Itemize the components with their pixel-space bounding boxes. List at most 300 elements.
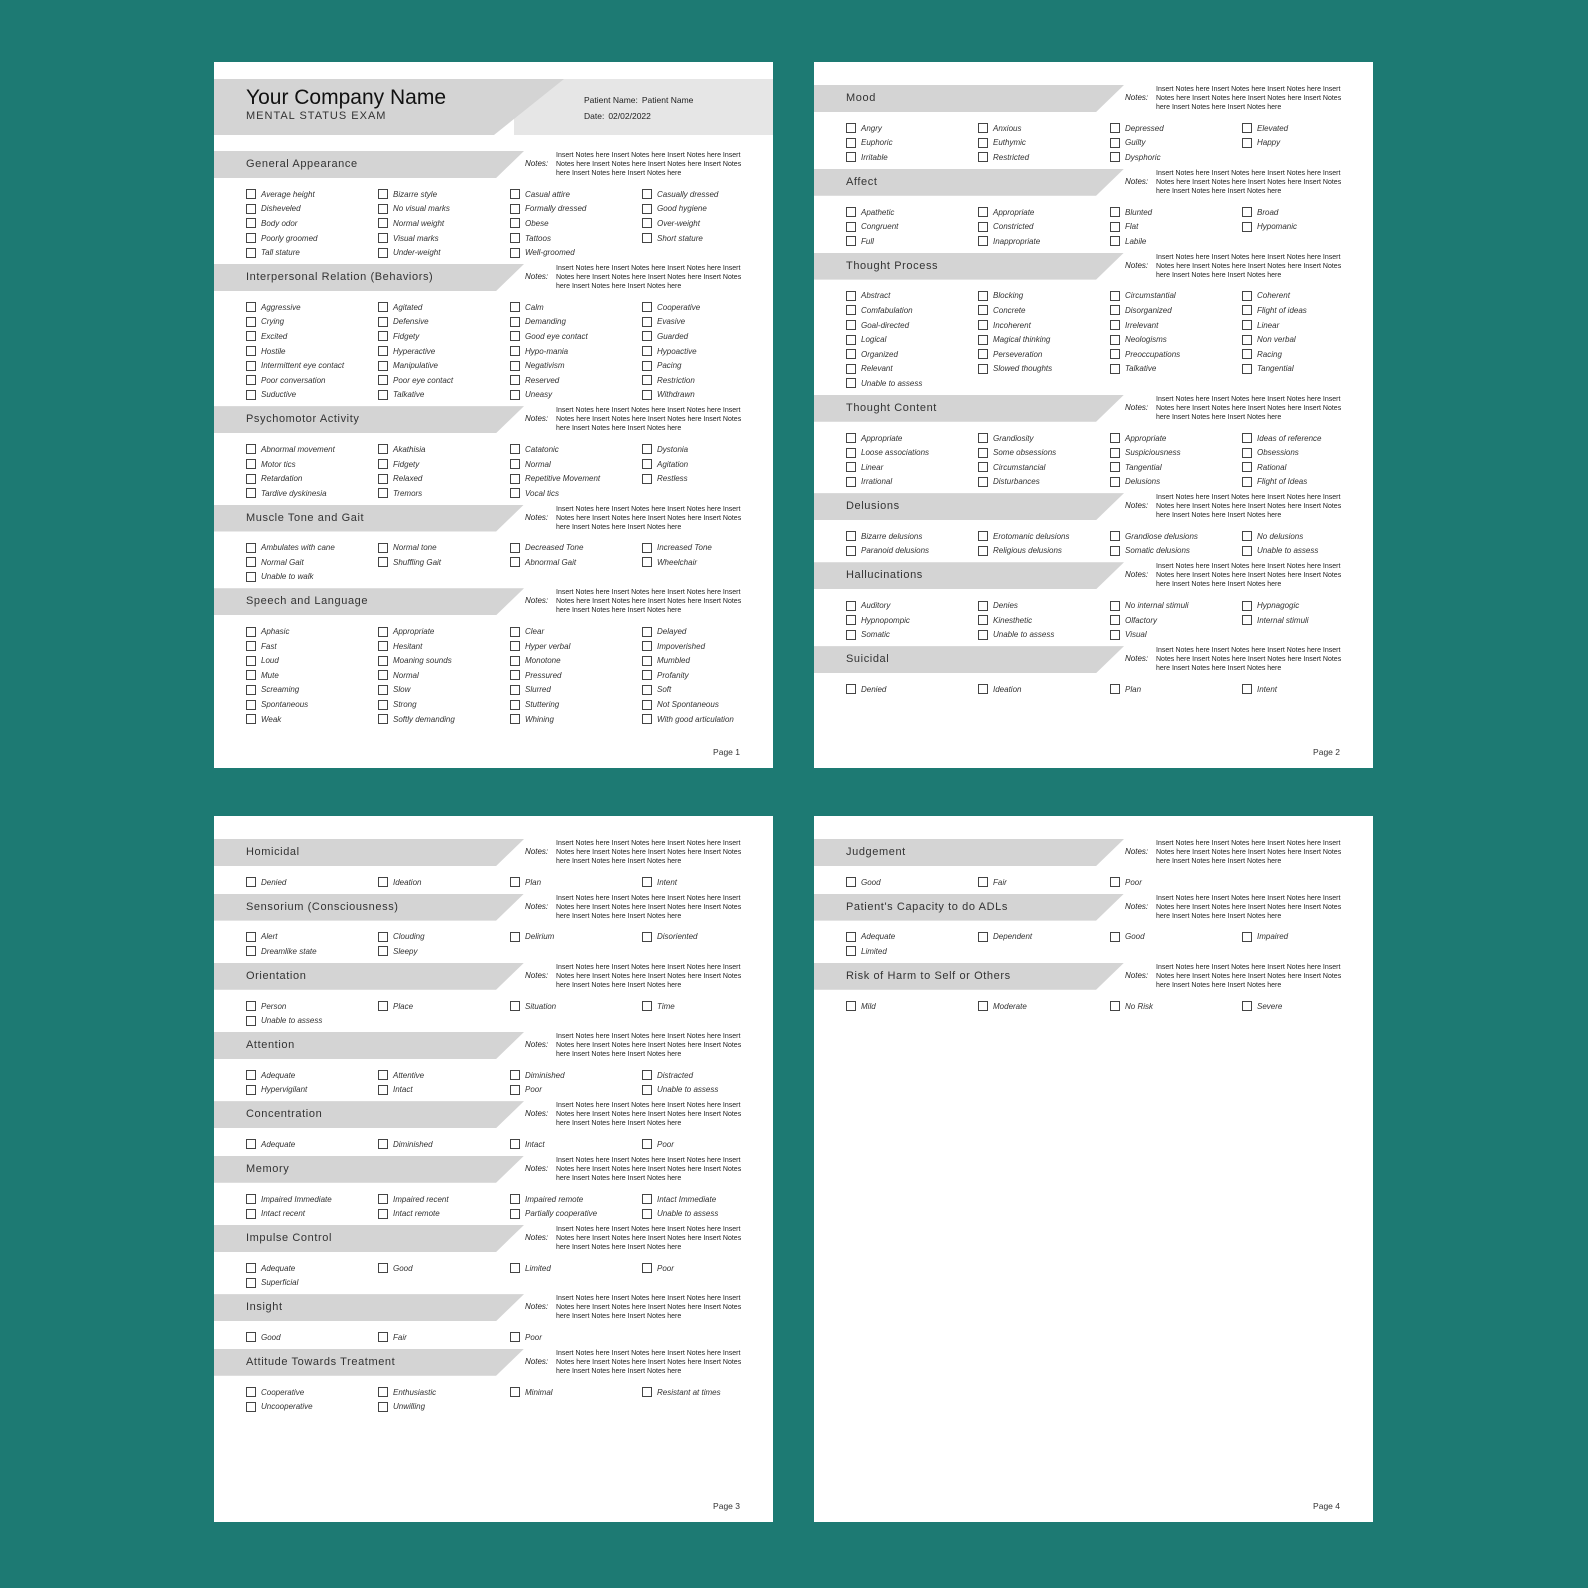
checkbox[interactable]	[1110, 305, 1120, 315]
checkbox-option[interactable]	[1242, 475, 1367, 490]
checkbox[interactable]	[1242, 305, 1252, 315]
checkbox-option[interactable]	[1242, 445, 1367, 460]
checkbox-option[interactable]	[246, 697, 378, 712]
checkbox-option[interactable]	[642, 388, 767, 403]
checkbox-option[interactable]	[1110, 347, 1242, 362]
checkbox[interactable]	[1110, 291, 1120, 301]
checkbox-option[interactable]	[246, 315, 378, 330]
checkbox[interactable]	[378, 1085, 388, 1095]
checkbox-option[interactable]	[510, 1083, 642, 1098]
checkbox-option[interactable]	[378, 231, 510, 246]
checkbox[interactable]	[1110, 320, 1120, 330]
checkbox[interactable]	[378, 390, 388, 400]
checkbox[interactable]	[510, 627, 520, 637]
checkbox-option[interactable]	[1110, 613, 1242, 628]
checkbox[interactable]	[510, 641, 520, 651]
checkbox[interactable]	[378, 459, 388, 469]
checkbox[interactable]	[642, 218, 652, 228]
notes-field[interactable]: Insert Notes here Insert Notes here Insert Notes here Insert Notes here Insert Notes here Insert Notes here Insert Notes here Insert Notes here Insert Notes here	[556, 1156, 742, 1182]
checkbox[interactable]	[1242, 932, 1252, 942]
checkbox[interactable]	[846, 433, 856, 443]
checkbox[interactable]	[378, 1001, 388, 1011]
checkbox[interactable]	[1242, 684, 1252, 694]
checkbox-option[interactable]	[510, 457, 642, 472]
checkbox-option[interactable]	[978, 930, 1110, 945]
checkbox-option[interactable]	[378, 202, 510, 217]
checkbox[interactable]	[510, 714, 520, 724]
checkbox-option[interactable]	[642, 668, 767, 683]
checkbox-option[interactable]	[1242, 460, 1367, 475]
checkbox[interactable]	[378, 474, 388, 484]
checkbox[interactable]	[246, 1016, 256, 1026]
checkbox-option[interactable]	[510, 388, 642, 403]
checkbox[interactable]	[378, 670, 388, 680]
checkbox[interactable]	[846, 349, 856, 359]
checkbox-option[interactable]	[642, 1137, 767, 1152]
checkbox-option[interactable]	[378, 300, 510, 315]
checkbox-option[interactable]	[978, 475, 1110, 490]
checkbox-option[interactable]	[378, 315, 510, 330]
checkbox[interactable]	[642, 685, 652, 695]
checkbox[interactable]	[246, 189, 256, 199]
checkbox-option[interactable]	[642, 1068, 767, 1083]
checkbox[interactable]	[846, 615, 856, 625]
checkbox-option[interactable]	[642, 1385, 767, 1400]
checkbox[interactable]	[642, 932, 652, 942]
checkbox-option[interactable]	[1242, 219, 1367, 234]
checkbox[interactable]	[1110, 236, 1120, 246]
checkbox[interactable]	[378, 1387, 388, 1397]
checkbox[interactable]	[846, 207, 856, 217]
checkbox-option[interactable]	[846, 136, 978, 151]
checkbox[interactable]	[246, 1139, 256, 1149]
checkbox[interactable]	[378, 557, 388, 567]
checkbox[interactable]	[1242, 462, 1252, 472]
checkbox[interactable]	[378, 1402, 388, 1412]
checkbox-option[interactable]	[1110, 999, 1242, 1014]
checkbox-option[interactable]	[978, 431, 1110, 446]
checkbox[interactable]	[846, 601, 856, 611]
checkbox-option[interactable]	[510, 1192, 642, 1207]
checkbox-option[interactable]	[642, 1192, 767, 1207]
checkbox[interactable]	[510, 346, 520, 356]
checkbox[interactable]	[978, 349, 988, 359]
checkbox[interactable]	[378, 204, 388, 214]
checkbox-option[interactable]	[642, 930, 767, 945]
checkbox[interactable]	[1110, 123, 1120, 133]
checkbox-option[interactable]	[510, 486, 642, 501]
checkbox[interactable]	[378, 218, 388, 228]
checkbox-option[interactable]	[510, 358, 642, 373]
checkbox[interactable]	[246, 877, 256, 887]
checkbox[interactable]	[978, 684, 988, 694]
checkbox-option[interactable]	[642, 653, 767, 668]
checkbox[interactable]	[246, 233, 256, 243]
checkbox-option[interactable]	[642, 187, 767, 202]
checkbox-option[interactable]	[978, 318, 1110, 333]
checkbox[interactable]	[246, 700, 256, 710]
checkbox[interactable]	[978, 877, 988, 887]
checkbox-option[interactable]	[1110, 475, 1242, 490]
checkbox-option[interactable]	[846, 376, 978, 391]
checkbox[interactable]	[510, 189, 520, 199]
checkbox-option[interactable]	[846, 150, 978, 165]
checkbox[interactable]	[378, 233, 388, 243]
checkbox[interactable]	[246, 946, 256, 956]
checkbox-option[interactable]	[846, 529, 978, 544]
checkbox[interactable]	[642, 1001, 652, 1011]
checkbox[interactable]	[1110, 684, 1120, 694]
checkbox-option[interactable]	[378, 697, 510, 712]
checkbox[interactable]	[1242, 1001, 1252, 1011]
checkbox-option[interactable]	[846, 219, 978, 234]
notes-field[interactable]: Insert Notes here Insert Notes here Insert Notes here Insert Notes here Insert Notes here Insert Notes here Insert Notes here Insert Notes here Insert Notes here	[556, 1349, 742, 1375]
checkbox-option[interactable]	[642, 1206, 767, 1221]
checkbox[interactable]	[846, 320, 856, 330]
checkbox-option[interactable]	[642, 216, 767, 231]
checkbox-option[interactable]	[510, 1206, 642, 1221]
checkbox-option[interactable]	[510, 639, 642, 654]
checkbox-option[interactable]	[378, 1137, 510, 1152]
checkbox-option[interactable]	[846, 944, 978, 959]
checkbox[interactable]	[642, 331, 652, 341]
checkbox[interactable]	[246, 488, 256, 498]
checkbox[interactable]	[1110, 349, 1120, 359]
checkbox[interactable]	[246, 1332, 256, 1342]
checkbox[interactable]	[1242, 615, 1252, 625]
checkbox-option[interactable]	[246, 1261, 378, 1276]
checkbox-option[interactable]	[246, 930, 378, 945]
checkbox-option[interactable]	[246, 1068, 378, 1083]
checkbox-option[interactable]	[510, 1137, 642, 1152]
checkbox[interactable]	[510, 1332, 520, 1342]
checkbox[interactable]	[1110, 932, 1120, 942]
checkbox[interactable]	[642, 543, 652, 553]
checkbox-option[interactable]	[642, 999, 767, 1014]
notes-field[interactable]: Insert Notes here Insert Notes here Insert Notes here Insert Notes here Insert Notes here Insert Notes here Insert Notes here Insert Notes here Insert Notes here	[556, 589, 742, 615]
checkbox[interactable]	[510, 932, 520, 942]
checkbox-option[interactable]	[846, 445, 978, 460]
checkbox[interactable]	[378, 932, 388, 942]
checkbox[interactable]	[642, 1387, 652, 1397]
checkbox-option[interactable]	[978, 529, 1110, 544]
checkbox[interactable]	[510, 1194, 520, 1204]
checkbox-option[interactable]	[642, 442, 767, 457]
checkbox-option[interactable]	[1242, 682, 1367, 697]
checkbox-option[interactable]	[510, 442, 642, 457]
checkbox[interactable]	[1242, 291, 1252, 301]
checkbox-option[interactable]	[246, 216, 378, 231]
checkbox-option[interactable]	[246, 1276, 378, 1291]
checkbox-option[interactable]	[846, 682, 978, 697]
checkbox[interactable]	[978, 531, 988, 541]
checkbox[interactable]	[1242, 531, 1252, 541]
checkbox[interactable]	[1110, 364, 1120, 374]
checkbox-option[interactable]	[642, 471, 767, 486]
checkbox[interactable]	[510, 390, 520, 400]
checkbox-option[interactable]	[642, 1083, 767, 1098]
checkbox-option[interactable]	[510, 541, 642, 556]
checkbox[interactable]	[846, 932, 856, 942]
checkbox-option[interactable]	[1242, 544, 1367, 559]
checkbox[interactable]	[1242, 477, 1252, 487]
checkbox-option[interactable]	[378, 1399, 510, 1414]
checkbox-option[interactable]	[1242, 930, 1367, 945]
checkbox[interactable]	[378, 1332, 388, 1342]
notes-field[interactable]: Insert Notes here Insert Notes here Insert Notes here Insert Notes here Insert Notes here Insert Notes here Insert Notes here Insert Notes here Insert Notes here	[1156, 563, 1342, 589]
checkbox-option[interactable]	[1110, 930, 1242, 945]
notes-field[interactable]: Insert Notes here Insert Notes here Insert Notes here Insert Notes here Insert Notes here Insert Notes here Insert Notes here Insert Notes here Insert Notes here	[556, 505, 742, 531]
checkbox[interactable]	[642, 627, 652, 637]
checkbox-option[interactable]	[510, 1385, 642, 1400]
checkbox[interactable]	[246, 1209, 256, 1219]
checkbox-option[interactable]	[978, 445, 1110, 460]
checkbox-option[interactable]	[1110, 332, 1242, 347]
checkbox-option[interactable]	[1242, 205, 1367, 220]
checkbox-option[interactable]	[246, 570, 378, 585]
checkbox[interactable]	[378, 361, 388, 371]
checkbox[interactable]	[246, 459, 256, 469]
checkbox-option[interactable]	[846, 234, 978, 249]
checkbox-option[interactable]	[642, 683, 767, 698]
checkbox[interactable]	[642, 1139, 652, 1149]
checkbox[interactable]	[510, 877, 520, 887]
checkbox[interactable]	[246, 1263, 256, 1273]
checkbox[interactable]	[246, 685, 256, 695]
checkbox-option[interactable]	[978, 362, 1110, 377]
checkbox-option[interactable]	[846, 544, 978, 559]
checkbox-option[interactable]	[846, 121, 978, 136]
checkbox-option[interactable]	[1242, 598, 1367, 613]
checkbox[interactable]	[510, 248, 520, 258]
checkbox[interactable]	[978, 546, 988, 556]
checkbox-option[interactable]	[246, 1206, 378, 1221]
checkbox[interactable]	[246, 390, 256, 400]
checkbox-option[interactable]	[1110, 303, 1242, 318]
checkbox[interactable]	[1242, 601, 1252, 611]
checkbox-option[interactable]	[246, 1330, 378, 1345]
checkbox[interactable]	[642, 641, 652, 651]
checkbox[interactable]	[978, 630, 988, 640]
checkbox-option[interactable]	[1110, 875, 1242, 890]
checkbox-option[interactable]	[510, 624, 642, 639]
checkbox-option[interactable]	[510, 712, 642, 727]
checkbox[interactable]	[246, 302, 256, 312]
checkbox[interactable]	[642, 204, 652, 214]
checkbox[interactable]	[378, 346, 388, 356]
checkbox[interactable]	[978, 320, 988, 330]
checkbox-option[interactable]	[246, 1399, 378, 1414]
checkbox[interactable]	[978, 222, 988, 232]
checkbox[interactable]	[378, 700, 388, 710]
checkbox-option[interactable]	[246, 999, 378, 1014]
notes-field[interactable]: Insert Notes here Insert Notes here Insert Notes here Insert Notes here Insert Notes here Insert Notes here Insert Notes here Insert Notes here Insert Notes here	[556, 152, 742, 177]
checkbox[interactable]	[378, 685, 388, 695]
checkbox[interactable]	[642, 557, 652, 567]
checkbox-option[interactable]	[246, 668, 378, 683]
checkbox-option[interactable]	[378, 930, 510, 945]
checkbox[interactable]	[378, 248, 388, 258]
checkbox-option[interactable]	[378, 1083, 510, 1098]
checkbox[interactable]	[846, 378, 856, 388]
checkbox-option[interactable]	[978, 613, 1110, 628]
checkbox-option[interactable]	[510, 668, 642, 683]
checkbox-option[interactable]	[510, 471, 642, 486]
checkbox[interactable]	[510, 1139, 520, 1149]
checkbox[interactable]	[846, 305, 856, 315]
checkbox-option[interactable]	[978, 460, 1110, 475]
checkbox-option[interactable]	[1110, 289, 1242, 304]
checkbox[interactable]	[246, 248, 256, 258]
checkbox[interactable]	[642, 714, 652, 724]
checkbox[interactable]	[978, 364, 988, 374]
checkbox-option[interactable]	[1110, 150, 1242, 165]
checkbox[interactable]	[246, 1085, 256, 1095]
checkbox[interactable]	[1110, 207, 1120, 217]
checkbox[interactable]	[1110, 222, 1120, 232]
checkbox[interactable]	[642, 317, 652, 327]
notes-field[interactable]: Insert Notes here Insert Notes here Insert Notes here Insert Notes here Insert Notes here Insert Notes here Insert Notes here Insert Notes here Insert Notes here	[1156, 253, 1342, 279]
checkbox-option[interactable]	[1110, 234, 1242, 249]
checkbox[interactable]	[642, 1085, 652, 1095]
checkbox[interactable]	[642, 1194, 652, 1204]
checkbox-option[interactable]	[1110, 544, 1242, 559]
checkbox-option[interactable]	[1242, 136, 1367, 151]
checkbox[interactable]	[510, 218, 520, 228]
checkbox[interactable]	[846, 946, 856, 956]
checkbox[interactable]	[978, 1001, 988, 1011]
checkbox[interactable]	[378, 1070, 388, 1080]
checkbox-option[interactable]	[510, 231, 642, 246]
checkbox-option[interactable]	[246, 639, 378, 654]
checkbox-option[interactable]	[846, 289, 978, 304]
checkbox-option[interactable]	[642, 712, 767, 727]
checkbox-option[interactable]	[642, 344, 767, 359]
checkbox-option[interactable]	[846, 205, 978, 220]
checkbox[interactable]	[378, 488, 388, 498]
checkbox[interactable]	[846, 477, 856, 487]
checkbox[interactable]	[246, 346, 256, 356]
checkbox-option[interactable]	[1242, 347, 1367, 362]
checkbox-option[interactable]	[378, 541, 510, 556]
checkbox-option[interactable]	[1110, 362, 1242, 377]
checkbox-option[interactable]	[642, 231, 767, 246]
checkbox-option[interactable]	[642, 315, 767, 330]
checkbox[interactable]	[246, 1194, 256, 1204]
checkbox[interactable]	[978, 207, 988, 217]
notes-field[interactable]: Insert Notes here Insert Notes here Insert Notes here Insert Notes here Insert Notes here Insert Notes here Insert Notes here Insert Notes here Insert Notes here	[556, 1295, 742, 1321]
checkbox-option[interactable]	[642, 457, 767, 472]
patient-name-value[interactable]: Patient Name	[641, 95, 694, 105]
checkbox[interactable]	[246, 932, 256, 942]
checkbox[interactable]	[846, 236, 856, 246]
checkbox-option[interactable]	[978, 219, 1110, 234]
checkbox[interactable]	[642, 390, 652, 400]
checkbox[interactable]	[846, 335, 856, 345]
checkbox[interactable]	[246, 557, 256, 567]
checkbox[interactable]	[978, 236, 988, 246]
notes-field[interactable]: Insert Notes here Insert Notes here Insert Notes here Insert Notes here Insert Notes here Insert Notes here Insert Notes here Insert Notes here Insert Notes here	[1156, 647, 1342, 673]
checkbox-option[interactable]	[378, 442, 510, 457]
checkbox-option[interactable]	[378, 373, 510, 388]
checkbox[interactable]	[246, 670, 256, 680]
checkbox[interactable]	[1110, 601, 1120, 611]
checkbox-option[interactable]	[1242, 303, 1367, 318]
checkbox-option[interactable]	[378, 471, 510, 486]
checkbox[interactable]	[1110, 152, 1120, 162]
checkbox-option[interactable]	[510, 1261, 642, 1276]
checkbox[interactable]	[378, 302, 388, 312]
checkbox-option[interactable]	[978, 205, 1110, 220]
checkbox-option[interactable]	[246, 486, 378, 501]
checkbox-option[interactable]	[246, 653, 378, 668]
checkbox[interactable]	[246, 218, 256, 228]
checkbox[interactable]	[510, 543, 520, 553]
checkbox[interactable]	[846, 546, 856, 556]
checkbox[interactable]	[1110, 448, 1120, 458]
checkbox[interactable]	[978, 138, 988, 148]
checkbox-option[interactable]	[846, 475, 978, 490]
checkbox[interactable]	[510, 1263, 520, 1273]
checkbox-option[interactable]	[1110, 318, 1242, 333]
checkbox[interactable]	[1242, 546, 1252, 556]
checkbox-option[interactable]	[978, 999, 1110, 1014]
checkbox-option[interactable]	[378, 1206, 510, 1221]
checkbox-option[interactable]	[846, 460, 978, 475]
checkbox-option[interactable]	[378, 999, 510, 1014]
checkbox-option[interactable]	[978, 875, 1110, 890]
checkbox-option[interactable]	[378, 653, 510, 668]
checkbox[interactable]	[246, 1402, 256, 1412]
checkbox[interactable]	[510, 488, 520, 498]
checkbox-option[interactable]	[378, 944, 510, 959]
checkbox[interactable]	[846, 448, 856, 458]
checkbox[interactable]	[246, 714, 256, 724]
checkbox-option[interactable]	[846, 627, 978, 642]
checkbox-option[interactable]	[246, 683, 378, 698]
checkbox-option[interactable]	[846, 431, 978, 446]
checkbox-option[interactable]	[642, 373, 767, 388]
checkbox-option[interactable]	[642, 697, 767, 712]
checkbox-option[interactable]	[510, 683, 642, 698]
checkbox[interactable]	[510, 459, 520, 469]
checkbox[interactable]	[246, 1278, 256, 1288]
checkbox-option[interactable]	[246, 541, 378, 556]
checkbox-option[interactable]	[378, 1385, 510, 1400]
checkbox[interactable]	[846, 152, 856, 162]
checkbox-option[interactable]	[510, 653, 642, 668]
checkbox-option[interactable]	[978, 627, 1110, 642]
checkbox-option[interactable]	[510, 300, 642, 315]
checkbox[interactable]	[246, 444, 256, 454]
checkbox[interactable]	[1242, 448, 1252, 458]
checkbox[interactable]	[978, 615, 988, 625]
checkbox-option[interactable]	[378, 1330, 510, 1345]
checkbox[interactable]	[642, 346, 652, 356]
checkbox[interactable]	[978, 601, 988, 611]
checkbox-option[interactable]	[1242, 332, 1367, 347]
checkbox-option[interactable]	[510, 344, 642, 359]
checkbox[interactable]	[642, 375, 652, 385]
checkbox[interactable]	[510, 656, 520, 666]
checkbox-option[interactable]	[378, 329, 510, 344]
notes-field[interactable]: Insert Notes here Insert Notes here Insert Notes here Insert Notes here Insert Notes here Insert Notes here Insert Notes here Insert Notes here Insert Notes here	[556, 963, 742, 989]
checkbox-option[interactable]	[1242, 289, 1367, 304]
checkbox-option[interactable]	[1242, 431, 1367, 446]
notes-field[interactable]: Insert Notes here Insert Notes here Insert Notes here Insert Notes here Insert Notes here Insert Notes here Insert Notes here Insert Notes here Insert Notes here	[556, 407, 742, 433]
checkbox-option[interactable]	[1242, 613, 1367, 628]
checkbox-option[interactable]	[978, 150, 1110, 165]
